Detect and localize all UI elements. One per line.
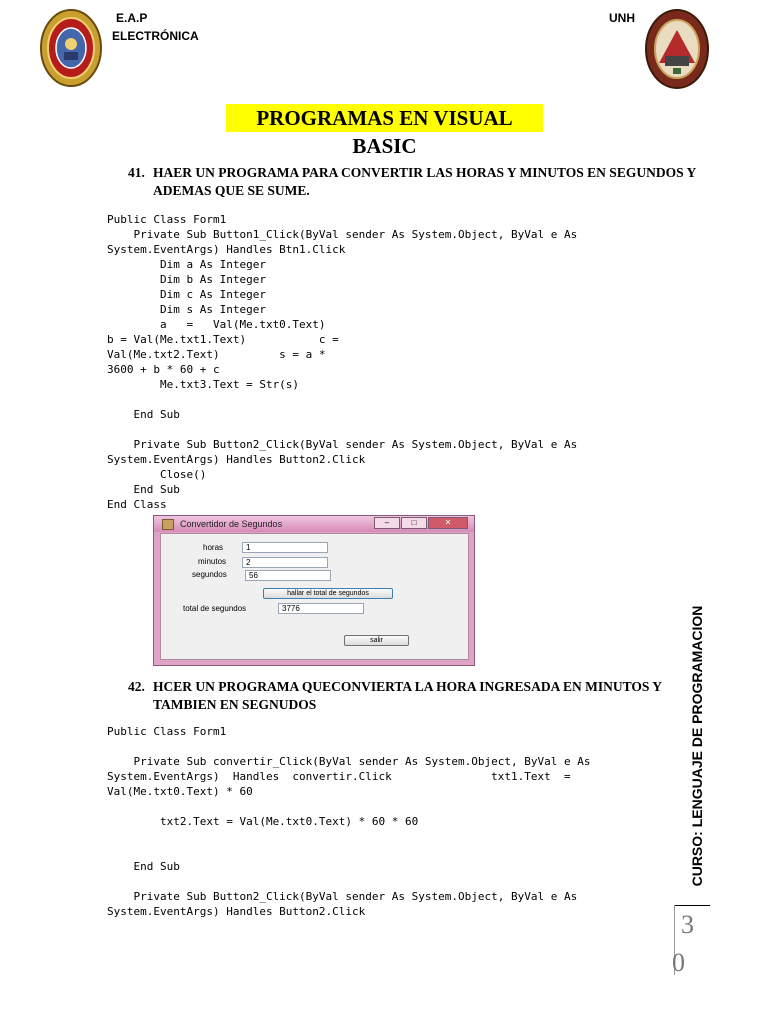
- convertidor-form-screenshot: [153, 515, 475, 666]
- segundos-input[interactable]: 56: [245, 570, 331, 581]
- form-body: [160, 533, 469, 660]
- question-41-line1: HAER UN PROGRAMA PARA CONVERTIR LAS HORAS Y MINUTOS EN SEGUNDOS Y: [153, 165, 697, 180]
- page-number-digit-1: 3: [681, 910, 694, 939]
- horas-label: horas: [203, 543, 224, 552]
- question-42-line1: HCER UN PROGRAMA QUECONVIERTA LA HORA INGRESADA EN MINUTOS Y: [153, 679, 662, 694]
- minimize-icon[interactable]: –: [374, 517, 400, 529]
- eap-electronica-logo: [40, 8, 102, 88]
- question-41-line2: ADEMAS QUE SE SUME.: [153, 183, 310, 198]
- minutos-input[interactable]: 2: [242, 557, 328, 568]
- segundos-label: segundos: [192, 570, 227, 579]
- total-label: total de segundos: [183, 604, 247, 613]
- close-icon[interactable]: ✕: [428, 517, 468, 529]
- unh-seal-logo: [645, 8, 709, 90]
- code-block-42: Public Class Form1 Private Sub convertir_Click(ByVal sender As System.Object, ByVal e As System.EventArgs) Handles convertir.Click txt1.Text = Val(Me.txt0.Text) * 60 txt2.Text = Val(Me.txt0.Text) * 60 * 60 End Sub Private Sub Button2_Click(ByVal sender As System.Object, ByVal e As System.EventArgs) Handles Button2.Click: [107, 725, 591, 918]
- form-titlebar: [154, 516, 474, 532]
- page-number-digit-2: 0: [672, 948, 685, 977]
- university-abbr: UNH: [609, 11, 635, 25]
- minutos-label: minutos: [198, 557, 227, 566]
- course-text: CURSO: LENGUAJE DE PROGRAMACION: [689, 605, 705, 887]
- question-42-line2: TAMBIEN EN SEGNUDOS: [153, 697, 317, 712]
- form-app-icon: [162, 519, 174, 530]
- page-title: PROGRAMAS EN VISUAL BASIC: [226, 104, 543, 132]
- maximize-icon[interactable]: □: [401, 517, 427, 529]
- horas-input[interactable]: 1: [242, 542, 328, 553]
- school-line-1: E.A.P: [116, 11, 148, 25]
- form-title: Convertidor de Segundos: [180, 519, 283, 529]
- exit-button[interactable]: salir: [344, 635, 409, 646]
- school-line-2: ELECTRÓNICA: [112, 29, 199, 43]
- calc-total-button[interactable]: hallar el total de segundos: [263, 588, 393, 599]
- code-block-41: Public Class Form1 Private Sub Button1_Click(ByVal sender As System.Object, ByVal e As System.EventArgs) Handles Btn1.Click Dim a As Integer Dim b As Integer Dim c As Integer Dim s As Integer a = Val(Me.txt0.Text) b = Val(Me.txt1.Text) c = Val(Me.txt2.Text) s = a * 3600 + b * 60 + c Me.txt3.Text = Str(s) End Sub Private Sub Button2_Click(ByVal sender As System.Object, ByVal e As System.EventArgs) Handles Button2.Click Close() End Sub End Class: [107, 213, 578, 511]
- total-output[interactable]: 3776: [278, 603, 364, 614]
- question-42-number: 42.: [128, 679, 145, 694]
- question-41-number: 41.: [128, 165, 145, 180]
- course-side-label: [682, 592, 712, 900]
- side-divider: [674, 905, 710, 906]
